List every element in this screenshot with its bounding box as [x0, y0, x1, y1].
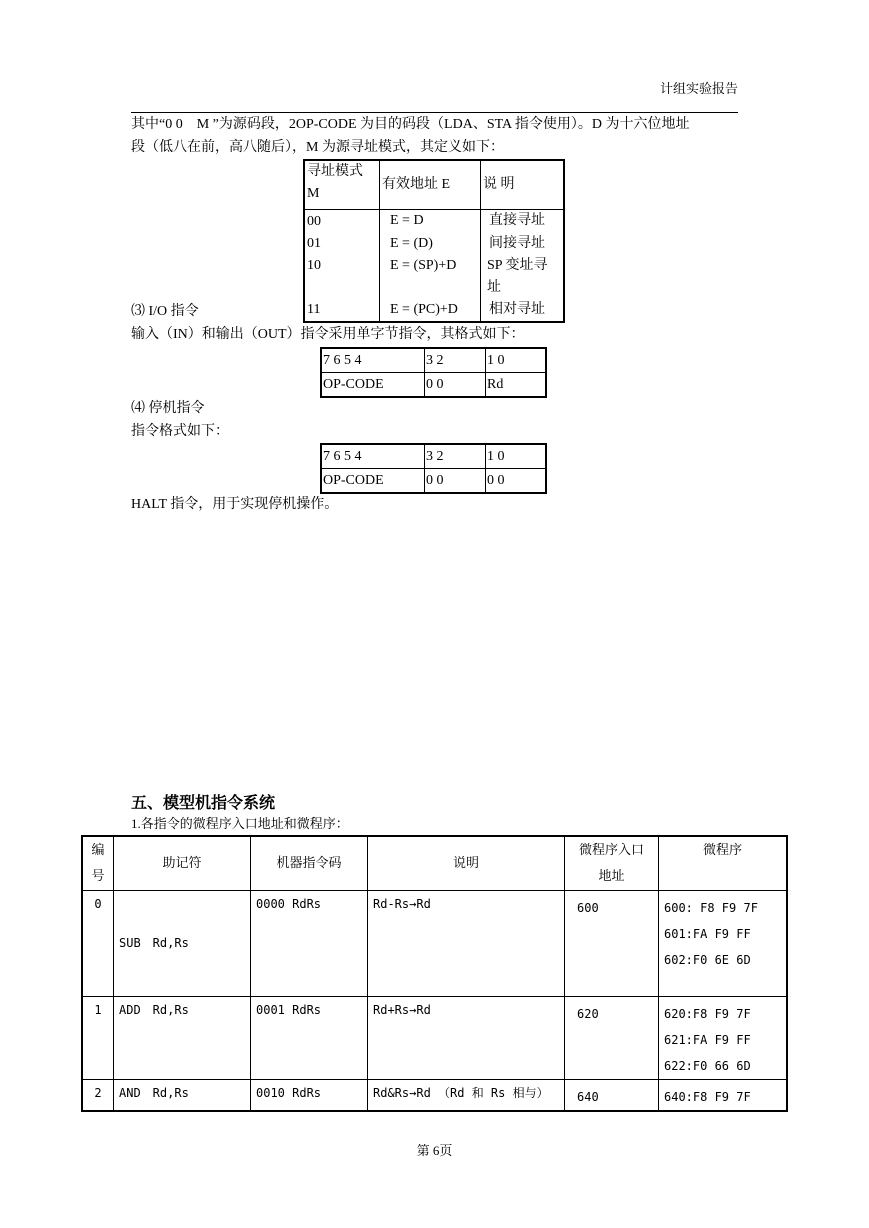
format-cell: 3 2: [425, 444, 486, 469]
intro-line-1: 其中“0 0 M ”为源码段，2OP-CODE 为目的码段（LDA、STA 指令使用）。D 为十六位地址: [131, 117, 690, 132]
format-cell: OP-CODE: [321, 373, 425, 398]
table-row: [82, 996, 787, 1079]
section-subtitle: 1.各指令的微程序入口地址和微程序：: [131, 816, 349, 831]
format-cell: OP-CODE: [321, 469, 425, 494]
row-no: 0: [82, 890, 114, 996]
row-mnemonic: AND Rd,Rs: [114, 1079, 251, 1111]
header-cell-desc: 说 明: [481, 160, 565, 210]
mode-cell: 01: [304, 233, 380, 255]
row-desc: Rd-Rs→Rd: [368, 890, 565, 996]
addressing-mode-table: [303, 159, 565, 323]
row-prog: [659, 890, 788, 996]
row-entry: 620: [565, 996, 659, 1079]
format-cell: 0 0: [486, 469, 547, 494]
prog-line: 602:F0 6E 6D: [664, 952, 751, 967]
halt-title: ⑷ 停机指令: [131, 401, 205, 416]
format-cell: 3 2: [425, 348, 486, 373]
io-title: ⑶ I/O 指令: [131, 304, 199, 319]
header-no-bottom: 号: [91, 868, 105, 884]
format-cell: 7 6 5 4: [321, 348, 425, 373]
prog-line: 600: F8 F9 7F: [664, 900, 758, 915]
mode-cell: 10: [304, 255, 380, 299]
io-desc: 输入（IN）和输出（OUT）指令采用单字节指令，其格式如下：: [131, 327, 525, 342]
header-desc: 说明: [368, 836, 565, 890]
header-no: [82, 836, 114, 890]
header-entry-top: 微程序入口: [578, 842, 644, 858]
row-no: 1: [82, 996, 114, 1079]
prog-line: 640:F8 F9 7F: [664, 1089, 751, 1104]
table-row: [321, 444, 546, 469]
halt-format-table: [320, 443, 547, 494]
mode-cell: 00: [304, 210, 380, 234]
io-format-table: [320, 347, 547, 398]
ea-cell: E = (SP)+D: [380, 255, 481, 299]
table-row: [304, 255, 564, 299]
row-prog: [659, 996, 788, 1079]
format-cell: 7 6 5 4: [321, 444, 425, 469]
ea-cell: E = D: [380, 210, 481, 234]
row-mnemonic: SUB Rd,Rs: [114, 890, 251, 996]
row-code: 0001 RdRs: [251, 996, 368, 1079]
header-cell-mode: [304, 160, 380, 210]
table-row: [304, 233, 564, 255]
prog-line: 622:F0 66 6D: [664, 1058, 751, 1073]
row-entry: 600: [565, 890, 659, 996]
table-header-row: [304, 160, 564, 210]
row-desc: Rd&Rs→Rd （Rd 和 Rs 相与）: [368, 1079, 565, 1111]
ea-cell: E = (PC)+D: [380, 299, 481, 322]
table-row: [82, 890, 787, 996]
format-cell: 1 0: [486, 444, 547, 469]
row-mnemonic: ADD Rd,Rs: [114, 996, 251, 1079]
section-title: 五、模型机指令系统: [131, 793, 276, 812]
table-header-row: [82, 836, 787, 890]
prog-line: 620:F8 F9 7F: [664, 1006, 751, 1021]
ea-cell: E = (D): [380, 233, 481, 255]
desc-cell: SP 变址寻址: [487, 258, 548, 295]
table-row: [321, 348, 546, 373]
row-no: 2: [82, 1079, 114, 1111]
format-cell: 0 0: [425, 373, 486, 398]
row-code: 0010 RdRs: [251, 1079, 368, 1111]
row-entry: 640: [565, 1079, 659, 1111]
page-number: 第 6页: [416, 1143, 453, 1158]
prog-line: 621:FA F9 FF: [664, 1032, 751, 1047]
header-cell-ea: 有效地址 E: [380, 160, 481, 210]
header-entry: [565, 836, 659, 890]
header-prog: 微程序: [659, 836, 788, 890]
intro-line-2: 段（低八在前，高八随后），M 为源寻址模式，其定义如下：: [131, 140, 504, 155]
row-code: 0000 RdRs: [251, 890, 368, 996]
mode-cell: 11: [304, 299, 380, 322]
header-entry-bottom: 地址: [598, 868, 625, 884]
format-cell: 1 0: [486, 348, 547, 373]
row-desc: Rd+Rs→Rd: [368, 996, 565, 1079]
row-prog: [659, 1079, 788, 1111]
header-mode-label: 寻址模式: [307, 164, 363, 179]
table-row: [304, 210, 564, 234]
table-row: [321, 469, 546, 494]
table-row: [82, 1079, 787, 1111]
format-cell: Rd: [486, 373, 547, 398]
header-mnemonic: 助记符: [114, 836, 251, 890]
micro-program-table: [81, 835, 788, 1112]
table-row: [321, 373, 546, 398]
header-no-top: 编: [91, 842, 105, 858]
desc-cell: 间接寻址: [489, 236, 545, 251]
header-rule: [131, 112, 738, 113]
halt-desc: 指令格式如下：: [131, 424, 229, 439]
format-cell: 0 0: [425, 469, 486, 494]
header-code: 机器指令码: [251, 836, 368, 890]
desc-cell: 直接寻址: [489, 213, 545, 228]
desc-cell: 相对寻址: [489, 302, 545, 317]
header-title: 计组实验报告: [659, 81, 738, 96]
header-m-label: M: [307, 186, 320, 201]
halt-note: HALT 指令，用于实现停机操作。: [131, 497, 339, 512]
prog-line: 601:FA F9 FF: [664, 926, 751, 941]
